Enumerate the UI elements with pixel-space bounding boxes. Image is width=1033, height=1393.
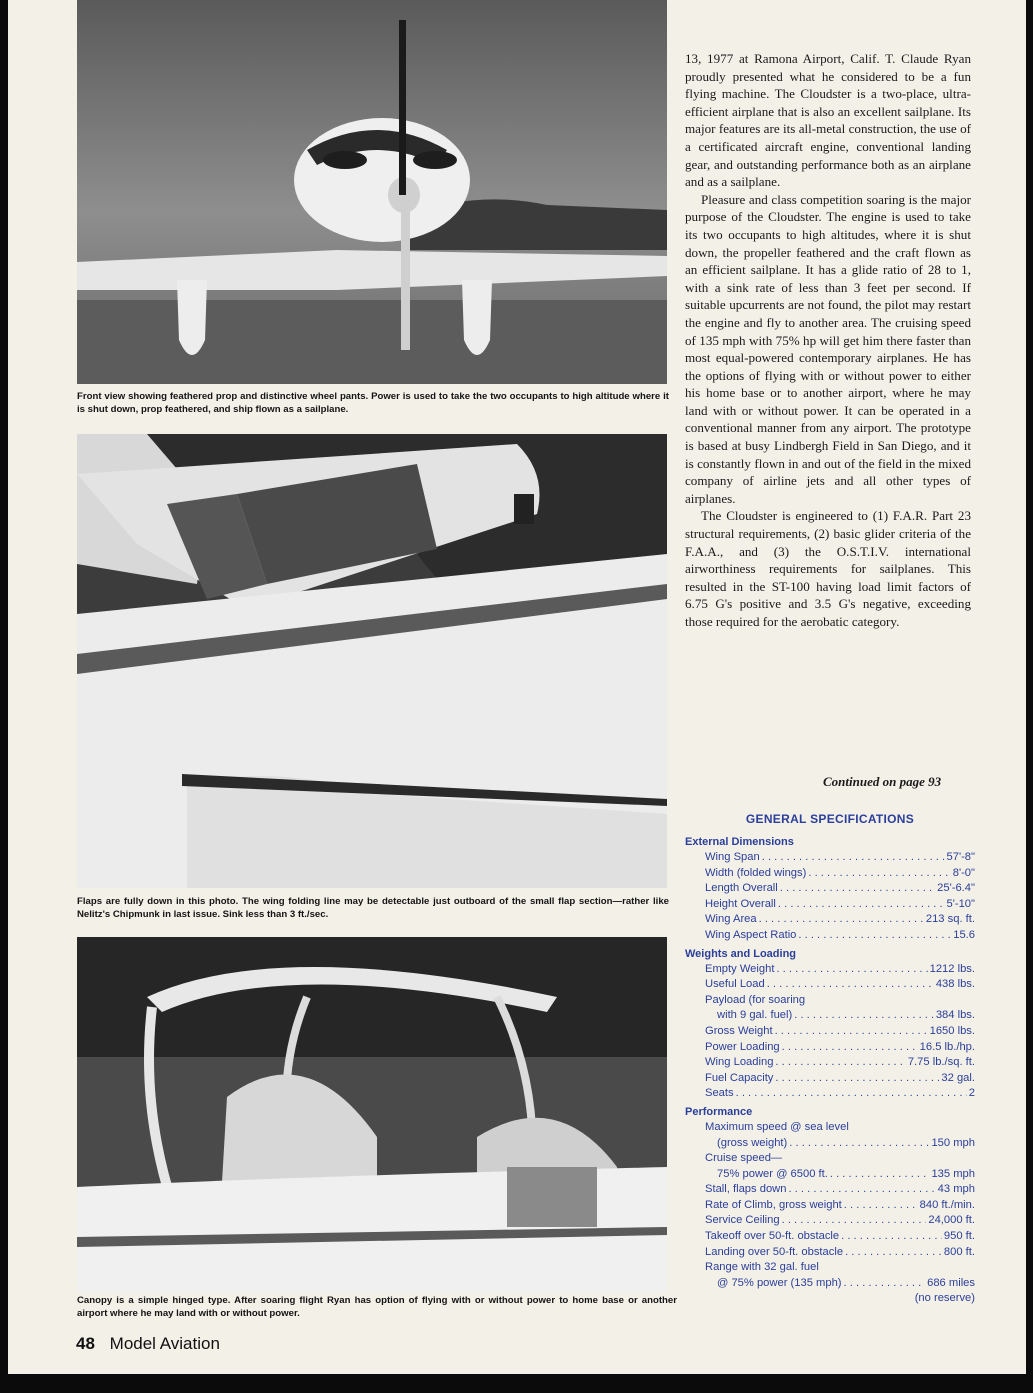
spec-value: 213 sq. ft. — [925, 913, 975, 926]
spec-leader-dots — [845, 1245, 942, 1261]
spec-row — [685, 1276, 975, 1292]
spec-row — [685, 1055, 975, 1071]
spec-leader-dots — [808, 866, 950, 882]
spec-row — [685, 928, 975, 944]
specifications-title: GENERAL SPECIFICATIONS — [745, 812, 915, 826]
spec-row — [685, 866, 975, 882]
spec-value: 800 ft. — [943, 1245, 975, 1258]
photo-front-view — [77, 0, 667, 384]
spec-value: 16.5 lb./hp. — [919, 1040, 975, 1053]
spec-value: 150 mph — [931, 1136, 975, 1149]
spec-value: 5'-10" — [946, 897, 975, 910]
photo-canopy — [77, 937, 667, 1292]
spec-label: Height Overall — [705, 897, 776, 910]
page-footer — [76, 1334, 220, 1354]
spec-label: Seats — [705, 1087, 734, 1100]
spec-label: Wing Span — [705, 851, 760, 863]
spec-value: 438 lbs. — [935, 978, 975, 991]
magazine-page — [8, 0, 1026, 1374]
spec-leader-dots — [844, 1276, 926, 1292]
spec-label: Wing Aspect Ratio — [705, 928, 797, 941]
spec-label: Service Ceiling — [705, 1214, 780, 1227]
spec-label: @ 75% power (135 mph) — [717, 1276, 842, 1289]
spec-row — [685, 1024, 975, 1040]
spec-section — [685, 1105, 975, 1307]
spec-label: 75% power @ 6500 ft. — [717, 1167, 828, 1180]
spec-leader-dots — [775, 1071, 939, 1087]
spec-label: Range with 32 gal. fuel — [705, 1261, 819, 1274]
spec-value: 57'-8" — [946, 851, 975, 863]
spec-leader-dots — [762, 850, 945, 866]
article-body — [685, 50, 971, 631]
spec-row — [685, 912, 975, 928]
canopy-illustration — [77, 937, 667, 1292]
spec-value: 384 lbs. — [935, 1009, 975, 1022]
publication-name: Model Aviation — [109, 1334, 220, 1353]
spec-section — [685, 947, 975, 1102]
spec-value: 7.75 lb./sq. ft. — [907, 1056, 975, 1069]
article-paragraph: 13, 1977 at Ramona Airport, Calif. T. Claude Ryan proudly presented what he considered to be a fun flying machine. The Cloudster is a two-place, ultra-efficient airplane that is also an excellent sailplane. Its major features are its all-metal construction, the use of a certificated aircraft engine, conventional landing gear, and outstanding performance both as an airplane and as a sailplane. — [685, 51, 971, 190]
flaps-illustration — [77, 434, 667, 888]
spec-label: (gross weight) — [717, 1136, 788, 1149]
spec-leader-dots — [789, 1136, 929, 1152]
spec-label: Fuel Capacity — [705, 1071, 774, 1084]
spec-leader-dots — [841, 1229, 942, 1245]
specifications-sections — [685, 835, 975, 1307]
spec-row — [685, 1008, 975, 1024]
spec-row — [685, 897, 975, 913]
spec-value: 686 miles — [927, 1276, 975, 1289]
spec-value: 8'-0" — [952, 866, 975, 879]
spec-value: 135 mph — [931, 1167, 975, 1180]
spec-label: with 9 gal. fuel) — [717, 1009, 793, 1022]
spec-row — [685, 962, 975, 978]
spec-label: Length Overall — [705, 882, 778, 895]
spec-row — [685, 1120, 975, 1136]
spec-value: 15.6 — [953, 928, 975, 941]
spec-row — [685, 850, 975, 866]
spec-row — [685, 1167, 975, 1183]
spec-row — [685, 1136, 975, 1152]
spec-section — [685, 835, 975, 944]
spec-label: Wing Loading — [705, 1056, 774, 1069]
spec-leader-dots — [830, 1167, 930, 1183]
spec-label: Empty Weight — [705, 962, 775, 975]
spec-leader-dots — [788, 1182, 935, 1198]
spec-label: Rate of Climb, gross weight — [705, 1198, 842, 1211]
spec-leader-dots — [759, 912, 924, 928]
spec-row — [685, 881, 975, 897]
spec-label: Wing Area — [705, 913, 757, 926]
spec-row — [685, 1086, 975, 1102]
spec-row — [685, 1040, 975, 1056]
spec-label: Takeoff over 50-ft. obstacle — [705, 1230, 840, 1243]
spec-label: Useful Load — [705, 978, 765, 991]
spec-row — [685, 1260, 975, 1276]
spec-row — [685, 1151, 975, 1167]
spec-leader-dots — [782, 1040, 918, 1056]
spec-leader-dots — [798, 928, 951, 944]
page-number: 48 — [76, 1334, 95, 1353]
photo-flaps — [77, 434, 667, 888]
spec-leader-dots — [736, 1086, 967, 1102]
spec-label: Power Loading — [705, 1040, 780, 1053]
specifications-box — [685, 812, 975, 1310]
caption-canopy: Canopy is a simple hinged type. After soaring flight Ryan has option of flying with or without power to home base or another airport where he may land with or without power. — [77, 1295, 677, 1319]
spec-section-heading: Performance — [685, 1105, 753, 1118]
spec-leader-dots — [775, 1024, 928, 1040]
spec-row — [685, 1213, 975, 1229]
continued-note: Continued on page 93 — [823, 774, 942, 789]
spec-leader-dots — [767, 977, 934, 993]
spec-label: Landing over 50-ft. obstacle — [705, 1245, 844, 1258]
spec-leader-dots — [775, 1055, 905, 1071]
spec-label: Stall, flaps down — [705, 1183, 787, 1196]
spec-leader-dots — [844, 1198, 918, 1214]
article-paragraph: The Cloudster is engineered to (1) F.A.R. Part 23 structural requirements, (2) basic glider criteria of the F.A.A., and (3) the O.S.T.I.V. international airworthiness requirements for sailplanes. This resulted in the ST-100 having load limit factors of 6.75 G's positive and 3.5 G's negative, exceeding those required for the aerobatic category. — [685, 508, 971, 629]
spec-label: Gross Weight — [705, 1024, 773, 1037]
spec-leader-dots — [776, 962, 927, 978]
spec-value: (no reserve) — [914, 1292, 975, 1305]
caption-front-view: Front view showing feathered prop and distinctive wheel pants. Power is used to take the two occupants to high altitude where it is shut down, prop feathered, and ship flown as a sailplane. — [77, 391, 669, 415]
front-view-illustration — [77, 0, 667, 384]
spec-value: 950 ft. — [943, 1230, 975, 1243]
spec-label: Cruise speed— — [705, 1152, 783, 1165]
spec-leader-dots — [782, 1213, 927, 1229]
spec-value: 1650 lbs. — [929, 1024, 975, 1037]
spec-value: 24,000 ft. — [928, 1214, 975, 1227]
spec-value: 25'-6.4" — [937, 882, 975, 895]
spec-value: 32 gal. — [941, 1071, 975, 1084]
caption-flaps: Flaps are fully down in this photo. The wing folding line may be detectable just outboard of the small flap section—rather like Nelitz's Chipmunk in last issue. Sink less than 3 ft./sec. — [77, 896, 669, 920]
spec-label: Maximum speed @ sea level — [705, 1120, 849, 1133]
spec-row — [685, 1245, 975, 1261]
spec-leader-dots — [778, 897, 945, 913]
spec-leader-dots — [780, 881, 935, 897]
spec-section-heading: Weights and Loading — [685, 947, 797, 960]
spec-label: Width (folded wings) — [705, 866, 807, 879]
spec-row — [685, 1229, 975, 1245]
spec-value: 1212 lbs. — [929, 962, 975, 975]
spec-label: Payload (for soaring — [705, 993, 806, 1006]
spec-row — [685, 993, 975, 1009]
spec-leader-dots — [794, 1008, 934, 1024]
spec-value: 2 — [968, 1087, 975, 1100]
spec-row — [685, 1071, 975, 1087]
spec-section-heading: External Dimensions — [685, 836, 794, 848]
article-paragraph: Pleasure and class competition soaring is the major purpose of the Cloudster. The engine is used to take its two occupants to high altitudes, where it is shut down, the propeller feathered and the craft flown as an efficient sailplane. It has a glide ratio of 28 to 1, with a sink rate of less than 3 feet per second. If suitable upcurrents are not found, the pilot may restart the engine and fly to another area. The cruising speed of 135 mph with 75% hp will get him there faster than most equal-powered contemporary airplanes. He has the options of flying with or without power to either his home base or to another airport, where he may land with or without power. It can be operated in a conventional manner from any airport. The prototype is based at busy Lindbergh Field in San Diego, and it is constantly flown in and out of the field in the mixed company of airline jets and all other types of airplanes. — [685, 191, 971, 506]
spec-row — [685, 1182, 975, 1198]
spec-row — [685, 1291, 975, 1307]
spec-row — [685, 1198, 975, 1214]
spec-value: 840 ft./min. — [919, 1198, 975, 1211]
spec-row — [685, 977, 975, 993]
spec-value: 43 mph — [937, 1183, 975, 1196]
